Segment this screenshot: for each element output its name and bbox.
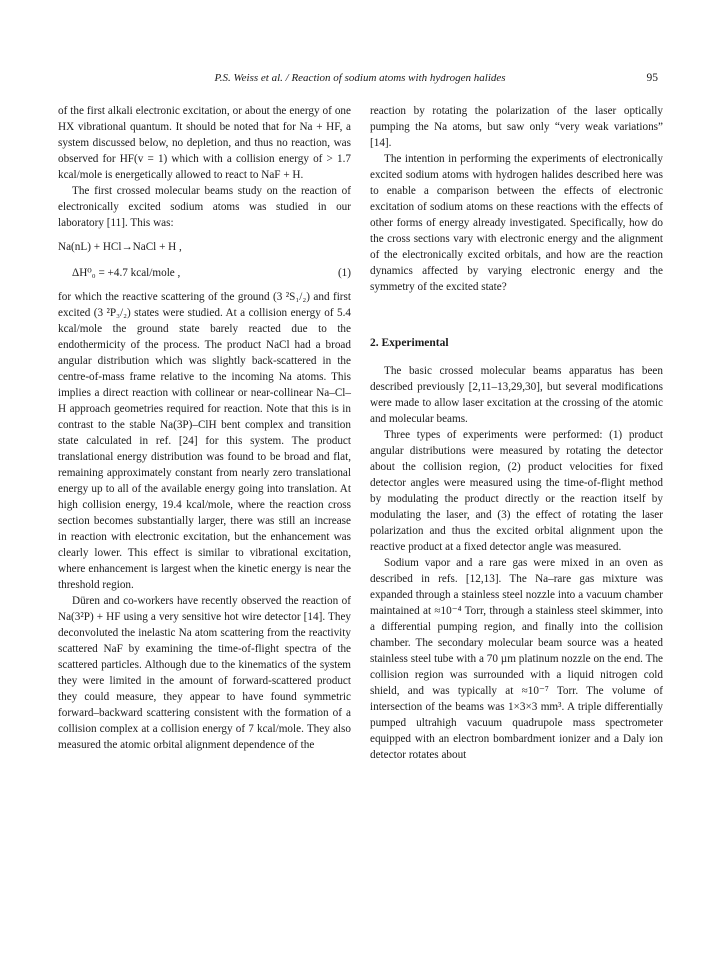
paragraph: Sodium vapor and a rare gas were mixed in an oven as described in refs. [12,13]. The Na–rare gas mixture was expanded through a stainless steel nozzle into a vacuum chamber maintained at ≈10⁻⁴ Torr, through a stainless steel skimmer, into a differential pumping region, and finally into the collision chamber. The secondary molecular beam source was a heated stainless steel tube with a 70 µm platinum nozzle on the end. The collision region was surrounded with a liquid nitrogen cold shield, and was typically at ≈10⁻⁷ Torr. The volume of intersection of the beams was 1×3×3 mm³. A triple differentially pumped ultrahigh vacuum quadrupole mass spectrometer equipped with an electron bombardment ionizer and a Daly ion detector rotates about — [370, 557, 663, 761]
page-number: 95 — [646, 72, 658, 84]
section-heading: 2. Experimental — [370, 337, 449, 349]
paragraph: reaction by rotating the polarization of the laser optically pumping the Na atoms, but saw only “very weak variations” [14]. — [370, 105, 663, 149]
paragraph: Three types of experiments were performed: (1) product angular distributions were measured by rotating the detector about the collision region, (2) product velocities for fixed detector angles were measured using the time-of-flight method by modulating the product directly or the reaction itself by modulating the laser, and (3) the effect of rotating the laser polarization and thus the excited orbital alignment upon the reactive product at a fixed detector angle was measured. — [370, 429, 663, 553]
paragraph: The first crossed molecular beams study on the reaction of electronically excited sodium atoms was studied in our laboratory [11]. This was: — [58, 185, 351, 229]
running-head: P.S. Weiss et al. / Reaction of sodium atoms with hydrogen halides — [214, 72, 506, 84]
paragraph: of the first alkali electronic excitation, or about the energy of one HX vibrational quantum. It should be noted that for Na + HF, a system discussed below, no depletion, and thus no reaction, was observed for HF(v = 1) which with a collision energy of > 1.7 kcal/mole is energetically allowed to react to NaF + H. — [58, 105, 351, 181]
paragraph: The basic crossed molecular beams apparatus has been described previously [2,11–13,29,30], but several modifications were made to allow laser excitation at the crossing of the atomic and molecular beams. — [370, 365, 663, 425]
equation-line-1 — [58, 239, 351, 255]
paragraph: The intention in performing the experiments of electronically excited sodium atoms with hydrogen halides described here was to enable a comparison between the effects of electronic excitation of sodium atoms on these reactions with the effects of other forms of energy already investigated. Specifically, how do the cross sections vary with electronic energy and the alignment of the electronically excited orbitals, and how are the reaction dynamics affected by varying electronic energy and the symmetry of the excited state? — [370, 153, 663, 293]
equation-number: (1) — [337, 267, 351, 279]
paragraph: for which the reactive scattering of the ground (3 ²S₁/₂) and first excited (3 ²P₃/₂) states were studied. At a collision energy of 5.4 kcal/mole the ground state barely reacted due to the endothermicity of the process. The product NaCl had a broad angular distribution which was slightly back-scattered in the centre-of-mass frame relative to the incoming Na atoms. This implies a direct reaction with collinear or near-collinear Na–Cl–H approach geometries required for reaction. Note that this is in contrast to the stable Na(3P)–ClH bent complex and transition state calculated in ref. [24] for this system. The product translational energy distribution was found to be broad and flat, remaining approximately constant from nearly zero translational energy up to all of the available energy going into translation. At high collision energy, 19.4 kcal/mole, where the reaction cross section becomes substantially larger, there was still an increase in reaction with electronic excitation, but the enhancement was clearly lower. This effect is similar to vibrational excitation, where enhancement is largest when the kinetic energy is near the threshold region. — [58, 291, 351, 591]
right-column — [370, 103, 663, 763]
equation-line-2 — [58, 265, 351, 281]
paragraph: Düren and co-workers have recently observed the reaction of Na(3²P) + HF using a very sensitive hot wire detector [14]. They deconvoluted the inelastic Na atom scattering from the reactivity scattered NaF by examining the time-of-flight spectra of the scattered particles. Although due to the kinematics of the system they were limited in the amount of forward-scattered product they could measure, they appear to have found symmetric forward–backward scattering consistent with the formation of a collision complex at a collision energy of 7 kcal/mole. They also measured the atomic orbital alignment dependence of the — [58, 595, 351, 751]
left-column — [58, 103, 351, 753]
equation-text: Na(nL) + HCl→NaCl + H , — [58, 241, 182, 253]
equation-text: ΔH⁰₀ = +4.7 kcal/mole , — [72, 267, 181, 279]
